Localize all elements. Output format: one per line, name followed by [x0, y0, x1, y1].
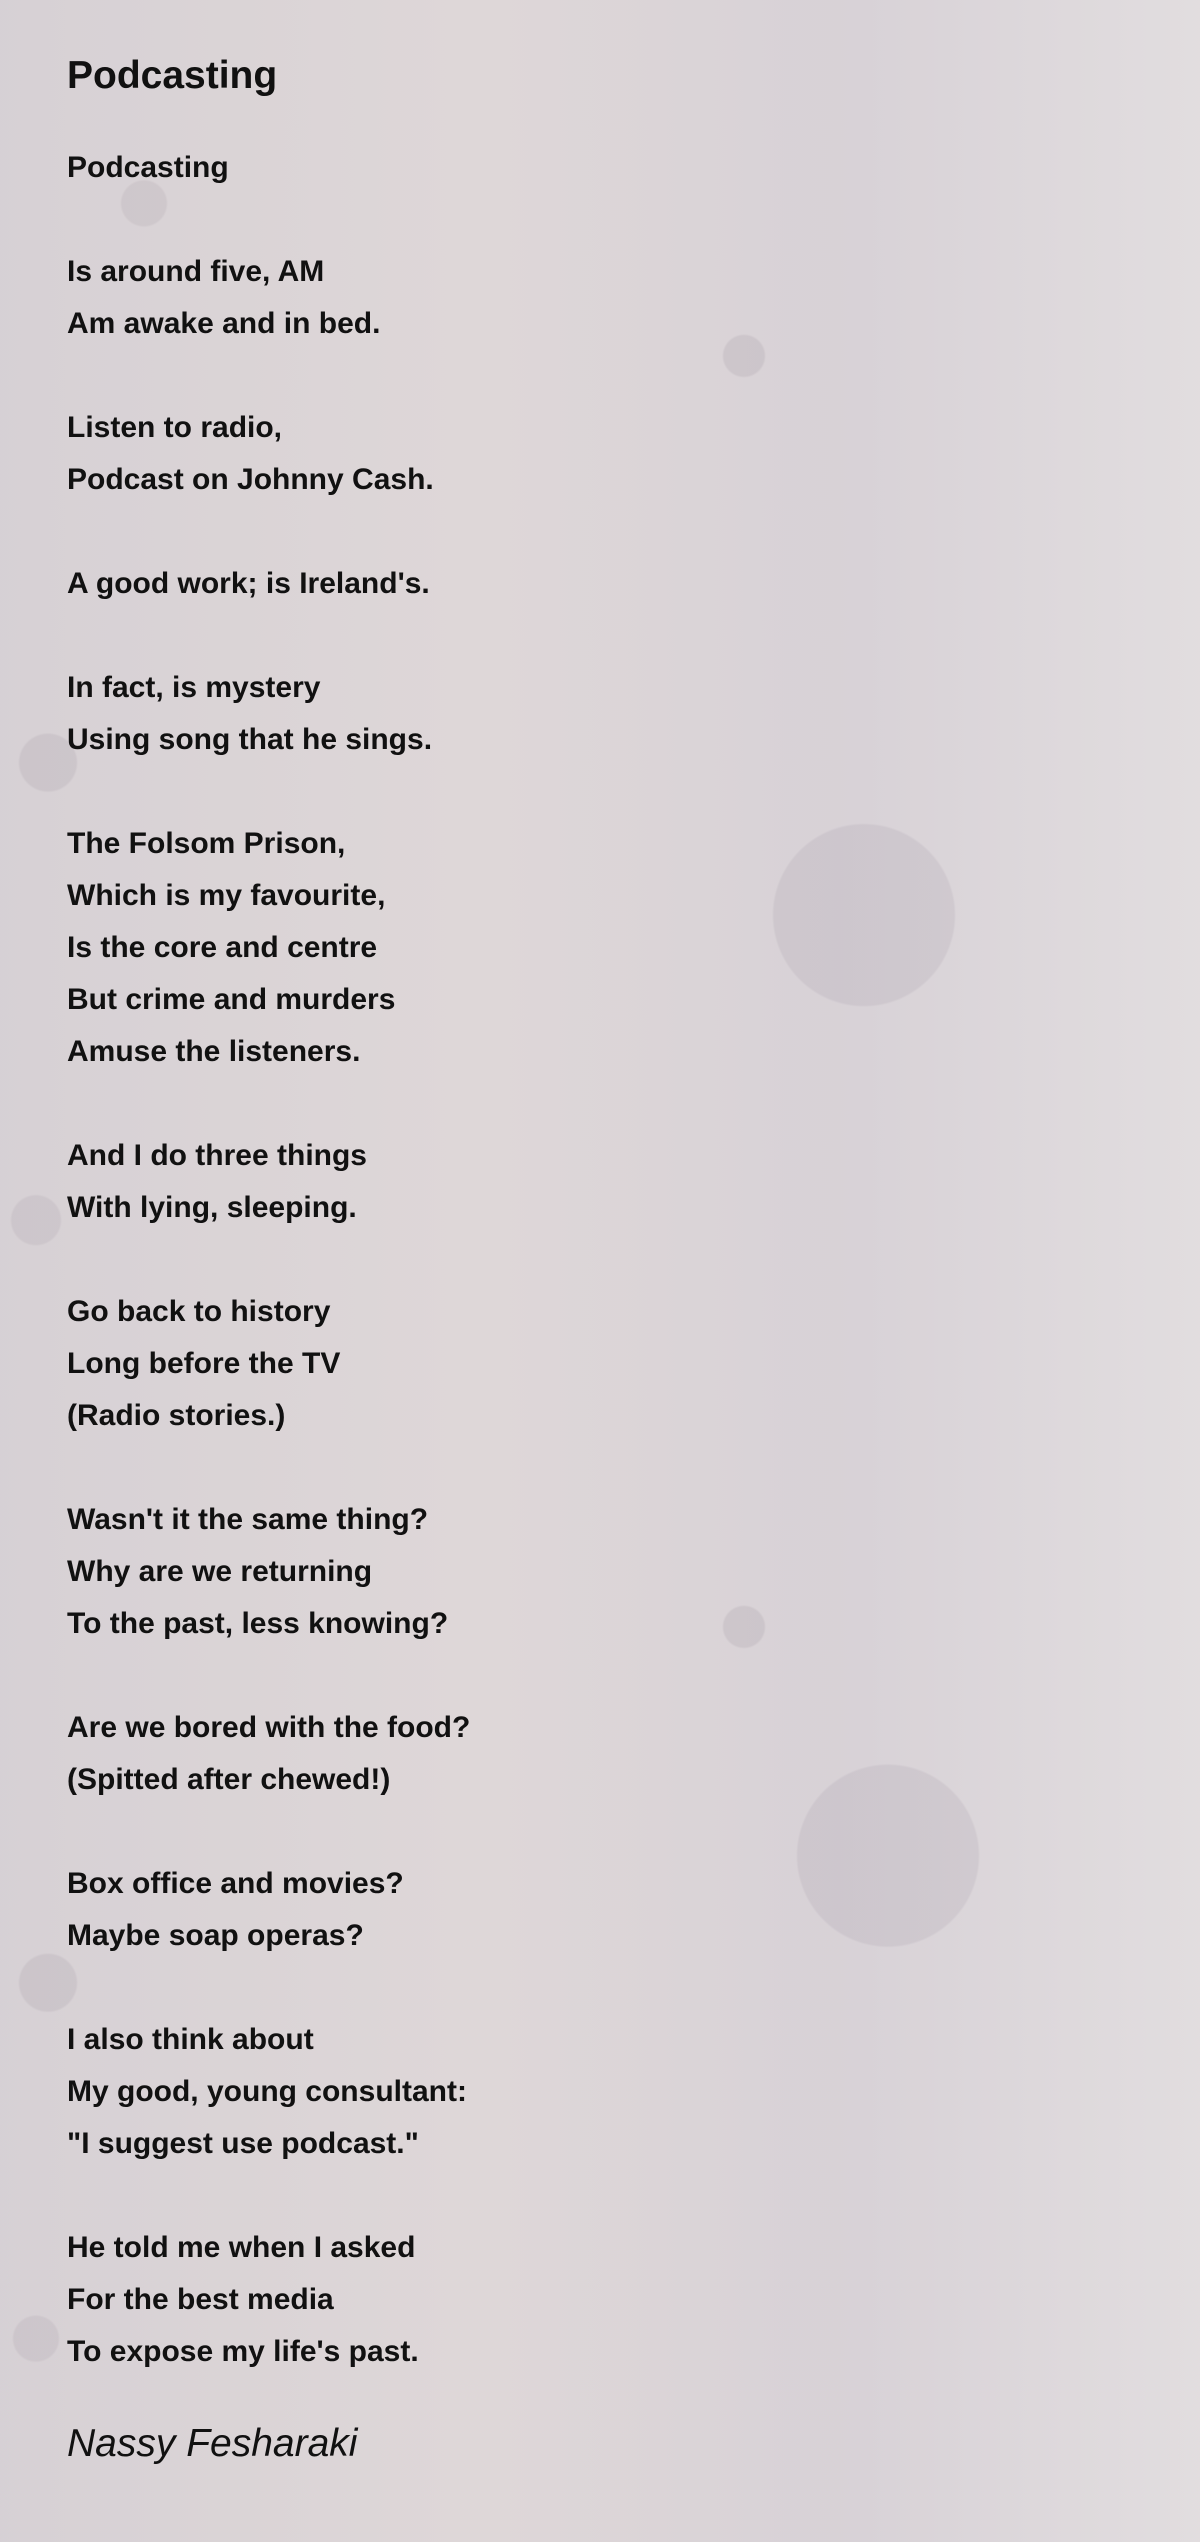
poem-body: Podcasting Is around five, AM Am awake and in bed. Listen to radio, Podcast on Johnny Cash. A good work; is Ireland's. In fact, is mystery Using song that he sings. The Folsom Prison, Which is my favourite, Is the core and centre But crime and murders Amuse the listeners. And I do three things With lying, sleeping. Go back to history Long before the TV (Radio stories.) Wasn't it the same thing? Why are we returning To the past, less knowing? Are we bored with the food? (Spitted after chewed!) Box office and movies? Maybe soap operas? I also think about My good, young consultant: "I suggest use podcast." He told me when I asked For the best media To expose my life's past. [67, 151, 471, 2368]
poem-title: Podcasting [67, 54, 278, 97]
poem-author: Nassy Fesharaki [67, 2422, 358, 2465]
poem-container [67, 0, 1147, 2468]
